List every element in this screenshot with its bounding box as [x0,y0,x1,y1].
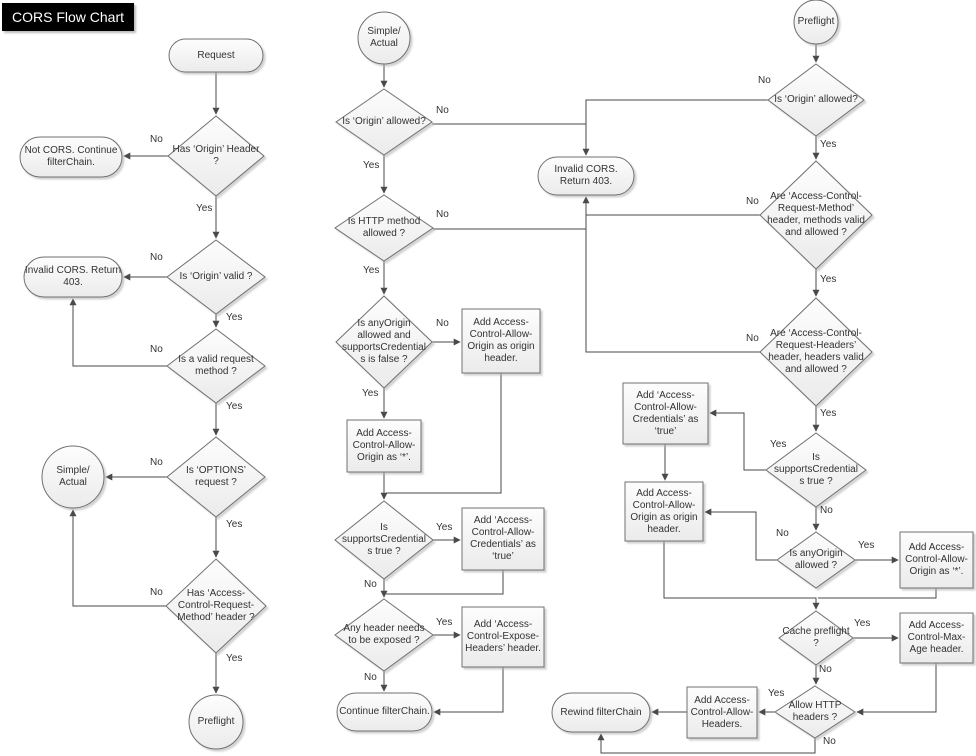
edge-label-no: No [823,736,836,747]
node-m-add-credentials: Add ‘Access-Control-Allow-Credentials’ as ‘true’ [470,515,536,562]
edge-label-no: No [364,672,377,683]
node-add-allow-headers: Add Access-Control-Allow-Headers. [690,694,754,730]
edge-label-yes: Yes [854,618,871,629]
node-rewind-filterchain: Rewind filterChain [560,706,642,718]
node-add-max-age: Add Access-Control-Max-Age header. [907,620,966,655]
node-m-any-header-exposed: Any header needs to be exposed ? [343,623,425,646]
node-invalid-cors-mid: Invalid CORS. Return 403. [554,164,618,187]
edge-label-yes: Yes [196,203,213,214]
chart-title: CORS Flow Chart [2,3,134,31]
edge-label-no: No [150,344,163,355]
node-m-is-http-method-allowed: Is HTTP method allowed ? [347,216,421,239]
node-m-is-supports-cred: Is supportsCredentials true ? [342,522,426,557]
node-m-is-any-origin: Is anyOrigin allowed and supportsCredentials is false ? [342,318,426,365]
edge-label-yes: Yes [820,139,837,150]
edge-label-yes: Yes [770,439,787,450]
edge-label-no: No [364,579,377,590]
edge-label-yes: Yes [820,274,837,285]
edge-label-no: No [150,252,163,263]
edge-label-no: No [746,333,759,344]
node-r-add-origin-star: Add Access-Control-Allow-Origin as ‘*’. [905,542,968,577]
node-has-origin-header: Has ‘Origin’ Header ? [172,144,260,167]
edge-label-no: No [150,457,163,468]
node-is-options-request: Is ‘OPTIONS’ request ? [185,465,246,488]
node-request: Request [197,49,235,61]
edge-label-yes: Yes [363,160,380,171]
node-simple-actual-top: Simple/ Actual [367,26,401,49]
edge-label-no: No [819,664,832,675]
edge-label-yes: Yes [363,265,380,276]
node-is-origin-valid: Is ‘Origin’ valid ? [179,271,253,282]
edge-label-no: No [436,209,449,220]
edge-label-yes: Yes [436,522,453,533]
node-r-is-any-origin: Is anyOrigin allowed ? [789,548,843,571]
node-is-valid-method: Is a valid request method ? [178,354,254,377]
node-allow-http-headers: Allow HTTP headers ? [788,700,842,723]
edge-label-yes: Yes [436,617,453,628]
node-cache-preflight: Cache preflight ? [782,626,850,649]
node-r-acrh-valid: Are ‘Access-Control-Request-Headers’ header, headers valid and allowed ? [768,328,864,375]
edge-label-yes: Yes [226,653,243,664]
node-m-add-expose-headers: Add ‘Access-Control-Expose-Headers’ header. [465,619,541,654]
edge-label-yes: Yes [858,540,875,551]
node-r-add-credentials: Add ‘Access-Control-Allow-Credentials’ as ‘true’ [632,389,699,437]
node-m-add-origin-star: Add Access-Control-Allow-Origin as ‘*’. [352,428,416,463]
node-continue-filterchain: Continue filterChain. [339,706,430,717]
edge-label-yes: Yes [820,408,837,419]
edge-label-no: No [776,528,789,539]
edge-label-no: No [758,75,771,86]
edge-label-yes: Yes [226,519,243,530]
edge-label-yes: Yes [768,688,785,699]
node-r-add-origin-header: Add Access-Control-Allow-Origin as origin header. [630,487,698,535]
edge-label-no: No [746,196,759,207]
edge-label-yes: Yes [362,388,379,399]
node-m-add-origin-header: Add Access-Control-Allow-Origin as origin header. [467,317,535,364]
edge-label-yes: Yes [226,312,243,323]
edge-label-no: No [150,134,163,145]
edge-label-yes: Yes [226,401,243,412]
node-r-is-origin-allowed: Is ‘Origin’ allowed? [774,94,858,105]
node-has-acrm-header: Has ‘Access-Control-Request-Method’ header ? [177,588,255,623]
node-invalid-cors-left: Invalid CORS. Return 403. [24,265,122,288]
node-r-acrm-valid: Are ‘Access-Control-Request-Method’ header, methods valid and allowed ? [767,191,865,238]
node-m-is-origin-allowed: Is ‘Origin’ allowed? [342,116,426,127]
node-r-is-supports-cred: Is supportsCredentials true ? [774,452,858,487]
node-not-cors: Not CORS. Continue filterChain. [24,145,118,168]
node-preflight-top: Preflight [797,16,835,27]
node-simple-actual-left: Simple/ Actual [56,465,90,488]
edge-label-no: No [150,587,163,598]
node-preflight-left: Preflight [197,716,235,727]
edge-label-no: No [436,105,449,116]
edge-label-no: No [820,505,833,516]
edge-label-no: No [436,318,449,329]
